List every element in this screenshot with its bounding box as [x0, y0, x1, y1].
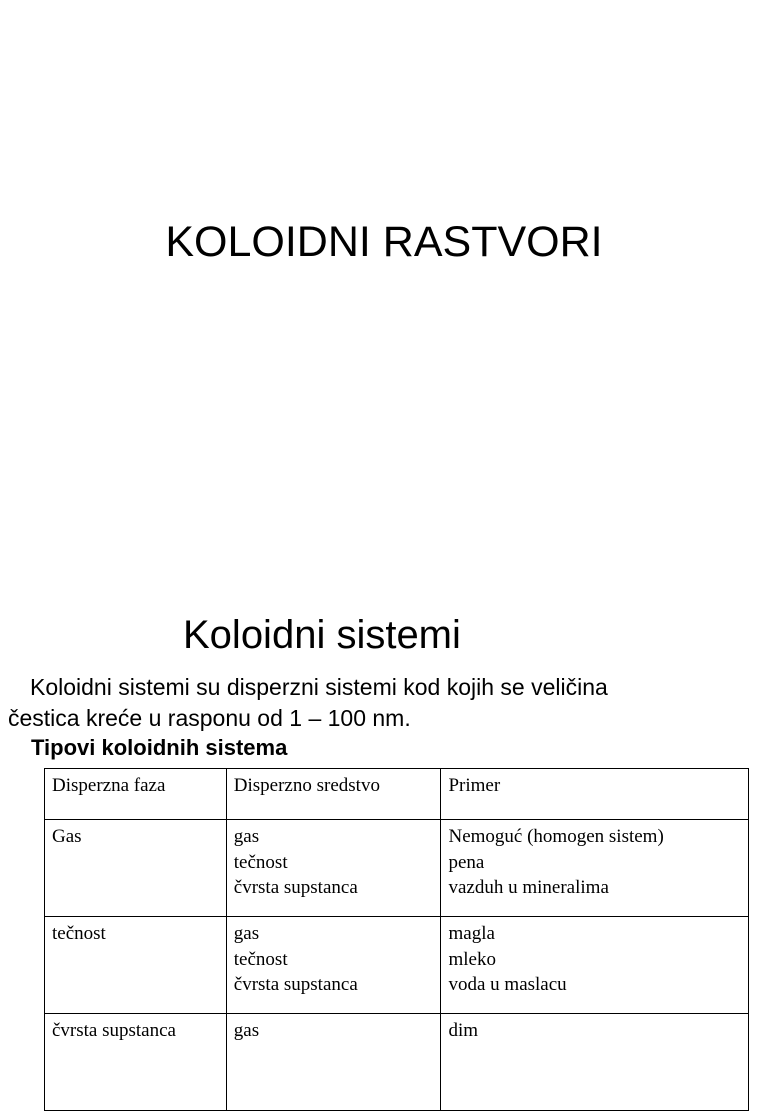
cell-text: gas — [233, 826, 260, 847]
cell-text: Gas — [52, 826, 82, 847]
section-title: Koloidni sistemi — [183, 613, 461, 657]
header-primer: Primer — [441, 769, 749, 820]
cell-sredstvo — [226, 917, 441, 1014]
intro-paragraph — [8, 672, 748, 734]
cell-sredstvo — [226, 1014, 441, 1111]
cell-faza — [45, 917, 227, 1014]
table-row — [45, 1014, 749, 1111]
cell-text: gas — [233, 923, 260, 944]
cell-primer — [441, 917, 749, 1014]
header-disperzno-sredstvo: Disperzno sredstvo — [226, 769, 441, 820]
slide-title: KOLOIDNI RASTVORI — [165, 218, 603, 266]
intro-line-1: Koloidni sistemi su disperzni sistemi kod kojih se veličina — [30, 674, 608, 700]
cell-primer — [441, 1014, 749, 1111]
header-disperzna-faza: Disperzna faza — [45, 769, 227, 820]
table-row — [45, 820, 749, 917]
cell-text: pena — [448, 851, 485, 873]
cell-text: tečnost — [52, 923, 106, 944]
cell-text: čvrsta supstanca — [52, 1020, 176, 1041]
cell-text: mleko — [448, 948, 496, 970]
cell-text: tečnost — [233, 948, 288, 970]
intro-line-2: čestica kreće u rasponu od 1 – 100 nm. — [8, 705, 411, 731]
cell-text: voda u maslacu — [448, 974, 567, 995]
cell-text: čvrsta supstanca — [233, 877, 358, 898]
cell-text: tečnost — [233, 851, 288, 873]
cell-faza — [45, 820, 227, 917]
cell-faza — [45, 1014, 227, 1111]
cell-text: čvrsta supstanca — [233, 974, 358, 995]
cell-text: magla — [448, 923, 495, 944]
table-header-row — [45, 769, 749, 820]
cell-sredstvo — [226, 820, 441, 917]
cell-text: vazduh u mineralima — [448, 877, 609, 898]
table-caption: Tipovi koloidnih sistema — [31, 735, 288, 760]
cell-text: dim — [448, 1020, 479, 1041]
colloid-types-table — [44, 768, 749, 1111]
cell-text: Nemoguć (homogen sistem) — [448, 826, 664, 847]
cell-primer — [441, 820, 749, 917]
table-row — [45, 917, 749, 1014]
cell-text: gas — [233, 1020, 260, 1041]
